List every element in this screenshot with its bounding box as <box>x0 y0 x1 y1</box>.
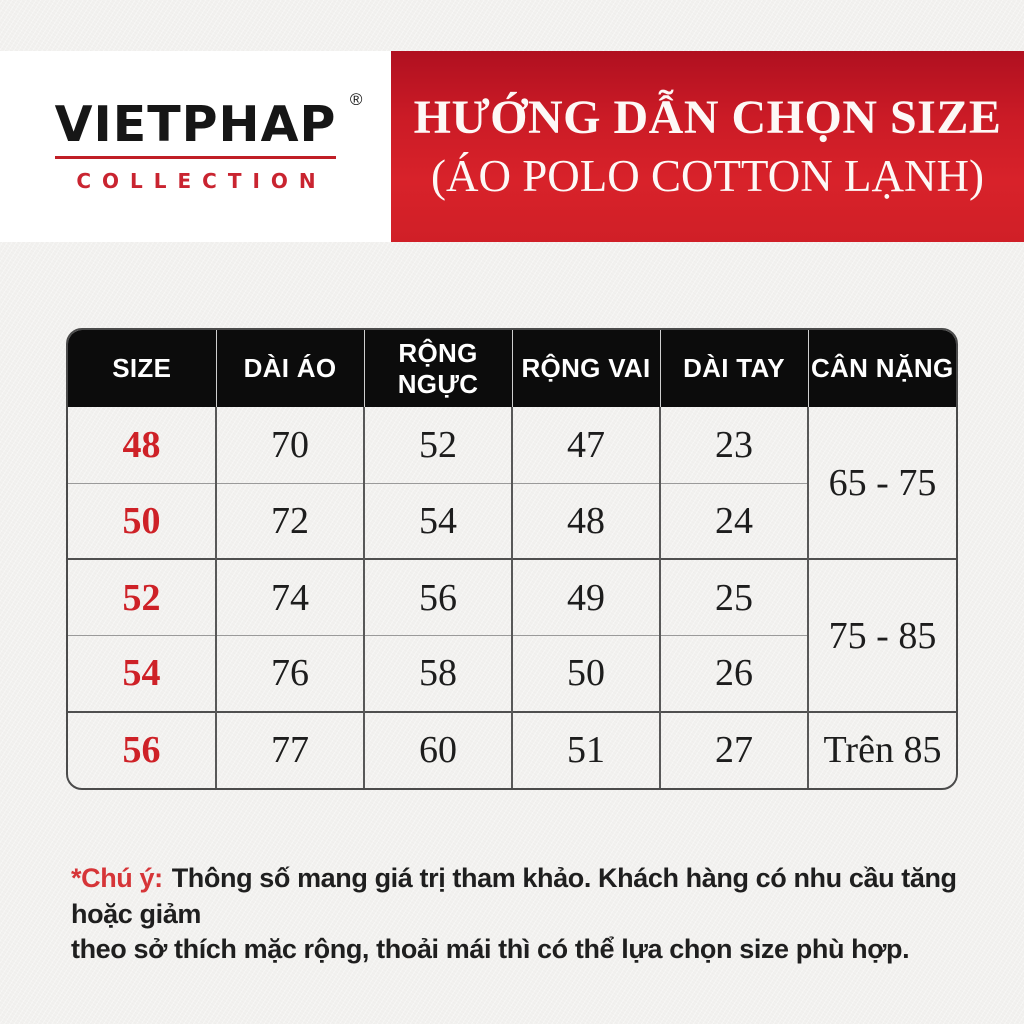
rong-vai-value: 51 <box>512 712 660 788</box>
column-header-rong-vai: RỘNG VAI <box>512 330 660 407</box>
size-table <box>66 328 958 790</box>
table-row <box>68 407 956 483</box>
rong-nguc-value: 56 <box>364 559 512 635</box>
dai-tay-value: 26 <box>660 636 808 712</box>
dai-ao-value: 77 <box>216 712 364 788</box>
weight-range: 75 - 85 <box>808 559 956 711</box>
footnote-line-2: theo sở thích mặc rộng, thoải mái thì có thể lựa chọn size phù hợp. <box>71 934 910 965</box>
brand-name-row <box>54 90 363 159</box>
size-value: 54 <box>68 636 216 712</box>
rong-nguc-value: 52 <box>364 407 512 483</box>
rong-nguc-value: 60 <box>364 712 512 788</box>
rong-vai-value: 49 <box>512 559 660 635</box>
dai-tay-value: 25 <box>660 559 808 635</box>
dai-ao-value: 72 <box>216 483 364 559</box>
footnote-line-1: Thông số mang giá trị tham khảo. Khách hàng có nhu cầu tăng hoặc giảm <box>71 863 957 929</box>
banner-title: HƯỚNG DẪN CHỌN SIZE <box>413 91 1002 145</box>
brand-underline <box>55 156 337 159</box>
table-row <box>68 712 956 788</box>
column-header-size: SIZE <box>68 330 216 407</box>
header <box>0 51 1024 242</box>
dai-ao-value: 76 <box>216 636 364 712</box>
size-value: 52 <box>68 559 216 635</box>
dai-tay-value: 27 <box>660 712 808 788</box>
table-row <box>68 559 956 635</box>
dai-tay-value: 23 <box>660 407 808 483</box>
column-header-dai-tay: DÀI TAY <box>660 330 808 407</box>
rong-nguc-value: 58 <box>364 636 512 712</box>
column-header-can-nang: CÂN NẶNG <box>808 330 956 407</box>
banner <box>391 51 1024 242</box>
brand-subtitle: COLLECTION <box>76 169 327 193</box>
column-header-dai-ao: DÀI ÁO <box>216 330 364 407</box>
weight-range: 65 - 75 <box>808 407 956 559</box>
size-value: 56 <box>68 712 216 788</box>
footnote-label: *Chú ý: <box>71 863 163 893</box>
rong-nguc-value: 54 <box>364 483 512 559</box>
brand-logo <box>0 51 391 242</box>
weight-range: Trên 85 <box>808 712 956 788</box>
dai-tay-value: 24 <box>660 483 808 559</box>
column-header-rong-nguc: RỘNG NGỰC <box>364 330 512 407</box>
size-value: 48 <box>122 423 161 466</box>
rong-vai-value: 50 <box>512 636 660 712</box>
registered-trademark-icon: ® <box>349 90 363 109</box>
banner-subtitle: (ÁO POLO COTTON LẠNH) <box>431 150 984 201</box>
size-value: 50 <box>68 483 216 559</box>
brand-name: VIETPHAP <box>54 96 337 153</box>
rong-vai-value: 48 <box>512 483 660 559</box>
dai-ao-value: 74 <box>216 559 364 635</box>
footnote <box>71 861 961 968</box>
rong-vai-value: 47 <box>512 407 660 483</box>
table-header-row <box>68 330 956 407</box>
dai-ao-value: 70 <box>216 407 364 483</box>
